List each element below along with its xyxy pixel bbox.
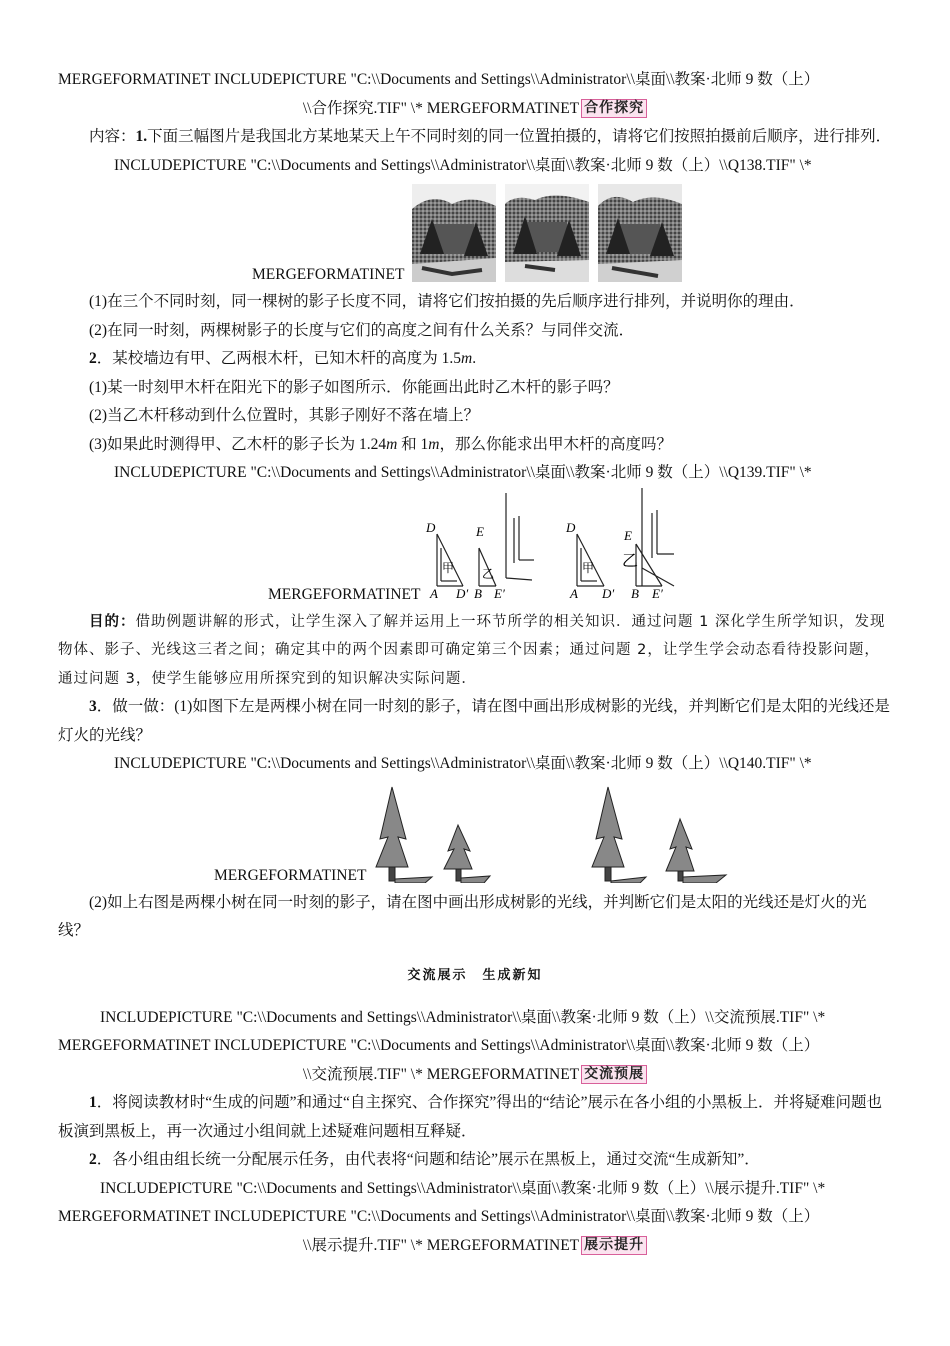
field-code-text: MERGEFORMATINET	[268, 585, 421, 603]
field-code-line: INCLUDEPICTURE "C:\\Documents and Settings\\Administrator\\桌面\\教案·北师 9 数（上）\\Q139.TIF" \*	[114, 464, 812, 481]
field-code-line: INCLUDEPICTURE "C:\\Documents and Settings\\Administrator\\桌面\\教案·北师 9 数（上）\\展示提升.TIF" \*	[100, 1179, 826, 1197]
photo-figure	[58, 184, 892, 282]
field-code-line: \\交流预展.TIF" \* MERGEFORMATINET 交流预展	[58, 1061, 892, 1090]
field-code-line: INCLUDEPICTURE "C:\\Documents and Settings\\Administrator\\桌面\\教案·北师 9 数（上）\\Q140.TIF" \*	[114, 755, 812, 772]
label-Dp: D′	[456, 585, 469, 600]
label-D: D	[426, 519, 436, 535]
question-1-2: (2)在同一时刻，两棵树影子的长度与它们的高度之间有什么关系？与同伴交流．	[89, 321, 635, 339]
label-Ep: E′	[652, 585, 664, 600]
label-Dp: D′	[602, 585, 615, 600]
question-1-1: (1)在三个不同时刻，同一棵树的影子长度不同，请将它们按拍摄的先后顺序进行排列，并说明你的理由．	[89, 293, 805, 310]
three-photos-image	[410, 184, 684, 282]
label-jia: 甲	[442, 560, 455, 575]
label-Ep: E′	[494, 585, 506, 600]
question-2-2: (2)当乙木杆移动到什么位置时，其影子刚好不落在墙上？	[89, 407, 480, 424]
label-yi: 乙	[622, 552, 639, 570]
label-E: E	[476, 523, 485, 539]
document-page	[58, 66, 892, 1260]
label-jia: 甲	[582, 560, 595, 575]
label-B: B	[474, 585, 483, 600]
field-code-line: MERGEFORMATINET INCLUDEPICTURE "C:\\Documents and Settings\\Administrator\\桌面\\教案·北师 9 数（上）	[58, 1037, 820, 1054]
section-heading: 交流展示 生成新知	[407, 966, 543, 982]
poles-diagram	[424, 488, 704, 600]
label-A: A	[430, 585, 439, 600]
question-2-1: (1)某一时刻甲木杆在阳光下的影子如图所示．你能画出此时乙木杆的影子吗？	[89, 378, 619, 396]
pole-figure	[58, 488, 892, 603]
label-D: D	[566, 519, 576, 535]
field-code-line: \\展示提升.TIF" \* MERGEFORMATINET 展示提升	[58, 1232, 892, 1261]
label-B: B	[631, 585, 640, 600]
photo-2	[505, 184, 589, 282]
field-code-text: MERGEFORMATINET	[214, 866, 367, 884]
question-3-2: (2)如上右图是两棵小树在同一时刻的影子，请在图中画出形成树影的光线，并判断它们是太阳的光线还是灯火的光线？	[58, 893, 867, 939]
zhanshi-badge: 展示提升	[581, 1236, 647, 1255]
hezuo-badge: 合作探究	[581, 99, 647, 118]
goal-paragraph: 目的：借助例题讲解的形式，让学生深入了解并运用上一环节所学的相关知识．通过问题 1 深化学生所学知识，发现物体、影子、光线这三者之间；确定其中的两个因素即可确定第三个因素；通过问题 2，让学生学会动态看待投影问题，通过问题 3，使学生能够应用所探究到的知识解决实际问题．	[58, 613, 886, 687]
label-E: E	[624, 527, 633, 543]
jiaoliu-badge: 交流预展	[581, 1065, 647, 1084]
trees-diagram	[370, 779, 790, 883]
photo-3	[598, 184, 682, 282]
field-code-text: MERGEFORMATINET	[252, 266, 405, 283]
step-2: 2．各小组由组长统一分配展示任务，由代表将“问题和结论”展示在黑板上，通过交流“生成新知”．	[89, 1151, 760, 1168]
question-1: 内容：1.下面三幅图片是我国北方某地某天上午不同时刻的同一位置拍摄的，请将它们按照拍摄前后顺序，进行排列．	[89, 128, 892, 145]
question-3: 3．做一做：(1)如图下左是两棵小树在同一时刻的影子，请在图中画出形成树影的光线，并判断它们是太阳的光线还是灯火的光线？	[58, 698, 890, 744]
field-code-line: MERGEFORMATINET INCLUDEPICTURE "C:\\Documents and Settings\\Administrator\\桌面\\教案·北师 9 数（上）	[58, 71, 820, 88]
label-A: A	[570, 585, 579, 600]
label-yi: 乙	[482, 566, 495, 581]
tree-figure	[58, 779, 892, 883]
field-code-line: MERGEFORMATINET INCLUDEPICTURE "C:\\Documents and Settings\\Administrator\\桌面\\教案·北师 9 数（上）	[58, 1208, 820, 1225]
field-code-line: INCLUDEPICTURE "C:\\Documents and Settings\\Administrator\\桌面\\教案·北师 9 数（上）\\Q138.TIF" \*	[114, 156, 812, 174]
photo-1	[412, 184, 496, 282]
field-code-line: INCLUDEPICTURE "C:\\Documents and Settings\\Administrator\\桌面\\教案·北师 9 数（上）\\交流预展.TIF" \*	[100, 1008, 826, 1026]
step-1: 1．将阅读教材时“生成的问题”和通过“自主探究、合作探究”得出的“结论”展示在各小组的小黑板上．并将疑难问题也板演到黑板上，再一次通过小组间就上述疑难问题相互释疑．	[58, 1094, 883, 1140]
question-2: 2．某校墙边有甲、乙两根木杆，已知木杆的高度为 1.5m.	[89, 350, 477, 367]
question-2-3: (3)如果此时测得甲、乙木杆的影子长为 1.24m 和 1m，那么你能求出甲木杆的高度吗？	[89, 435, 673, 453]
field-code-line: \\合作探究.TIF" \* MERGEFORMATINET 合作探究	[58, 95, 892, 124]
